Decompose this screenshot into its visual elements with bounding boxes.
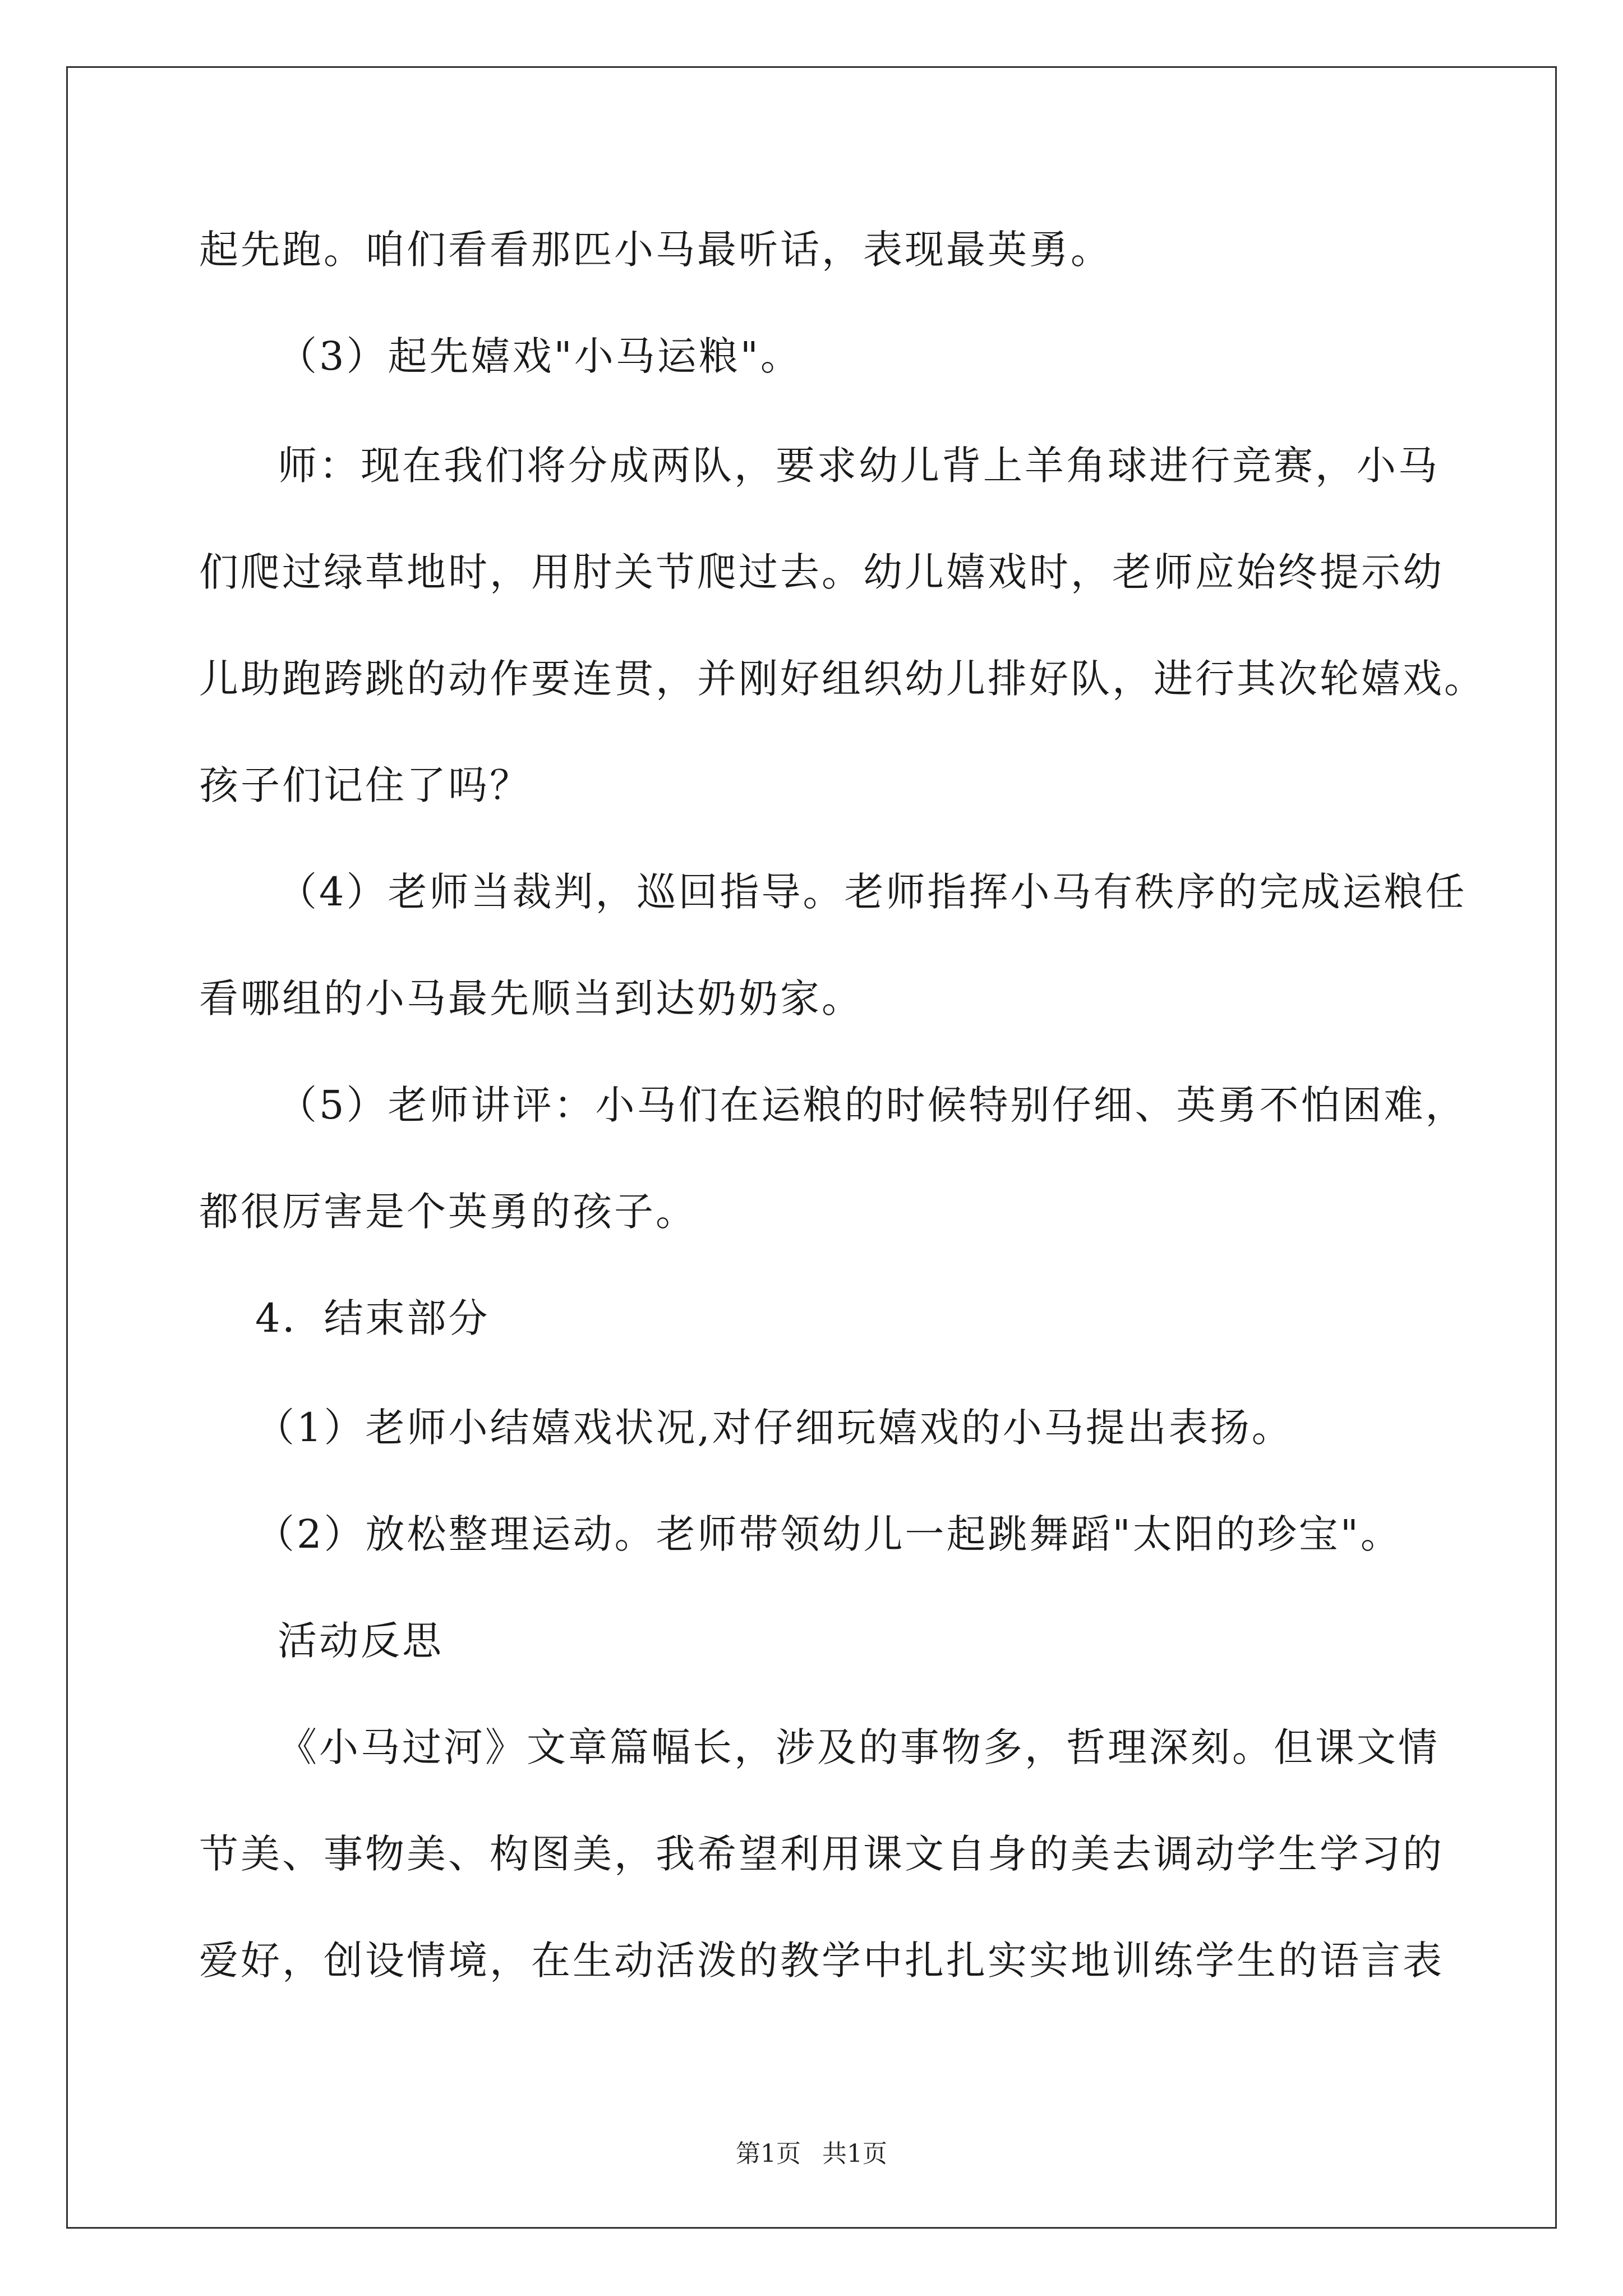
- text-line: 师：现在我们将分成两队，要求幼儿背上羊角球进行竞赛，小马: [278, 443, 1440, 489]
- page-footer: 第1页 共1页: [736, 2139, 887, 2168]
- text-line: 看哪组的小马最先顺当到达奶奶家。: [199, 976, 863, 1022]
- text-line: 爱好，创设情境，在生动活泼的教学中扎扎实实地训练学生的语言表: [199, 1938, 1444, 1984]
- text-line: 儿助跑跨跳的动作要连贯，并刚好组织幼儿排好队，进行其次轮嬉戏。: [199, 656, 1486, 702]
- text-line: 都很厉害是个英勇的孩子。: [199, 1189, 697, 1235]
- section-heading: 4．结束部分: [255, 1295, 490, 1341]
- text-line: 们爬过绿草地时，用肘关节爬过去。幼儿嬉戏时，老师应始终提示幼: [199, 549, 1444, 595]
- text-line: （4）老师当裁判，巡回指导。老师指挥小马有秩序的完成运粮任: [278, 869, 1467, 915]
- text-line: 节美、事物美、构图美，我希望利用课文自身的美去调动学生学习的: [199, 1831, 1444, 1877]
- text-line: （3）起先嬉戏"小马运粮"。: [278, 333, 802, 379]
- text-line: （2）放松整理运动。老师带领幼儿一起跳舞蹈"太阳的珍宝"。: [255, 1511, 1402, 1557]
- text-line: 起先跑。咱们看看那匹小马最听话，表现最英勇。: [199, 227, 1112, 273]
- text-line: （1）老师小结嬉戏状况,对仔细玩嬉戏的小马提出表扬。: [255, 1405, 1293, 1451]
- text-line: 《小马过河》文章篇幅长，涉及的事物多，哲理深刻。但课文情: [278, 1724, 1440, 1770]
- text-line: （5）老师讲评：小马们在运粮的时候特别仔细、英勇不怕困难，: [278, 1082, 1467, 1128]
- section-heading: 活动反思: [278, 1618, 444, 1664]
- text-line: 孩子们记住了吗？: [199, 762, 531, 808]
- page-border: [66, 66, 1557, 2229]
